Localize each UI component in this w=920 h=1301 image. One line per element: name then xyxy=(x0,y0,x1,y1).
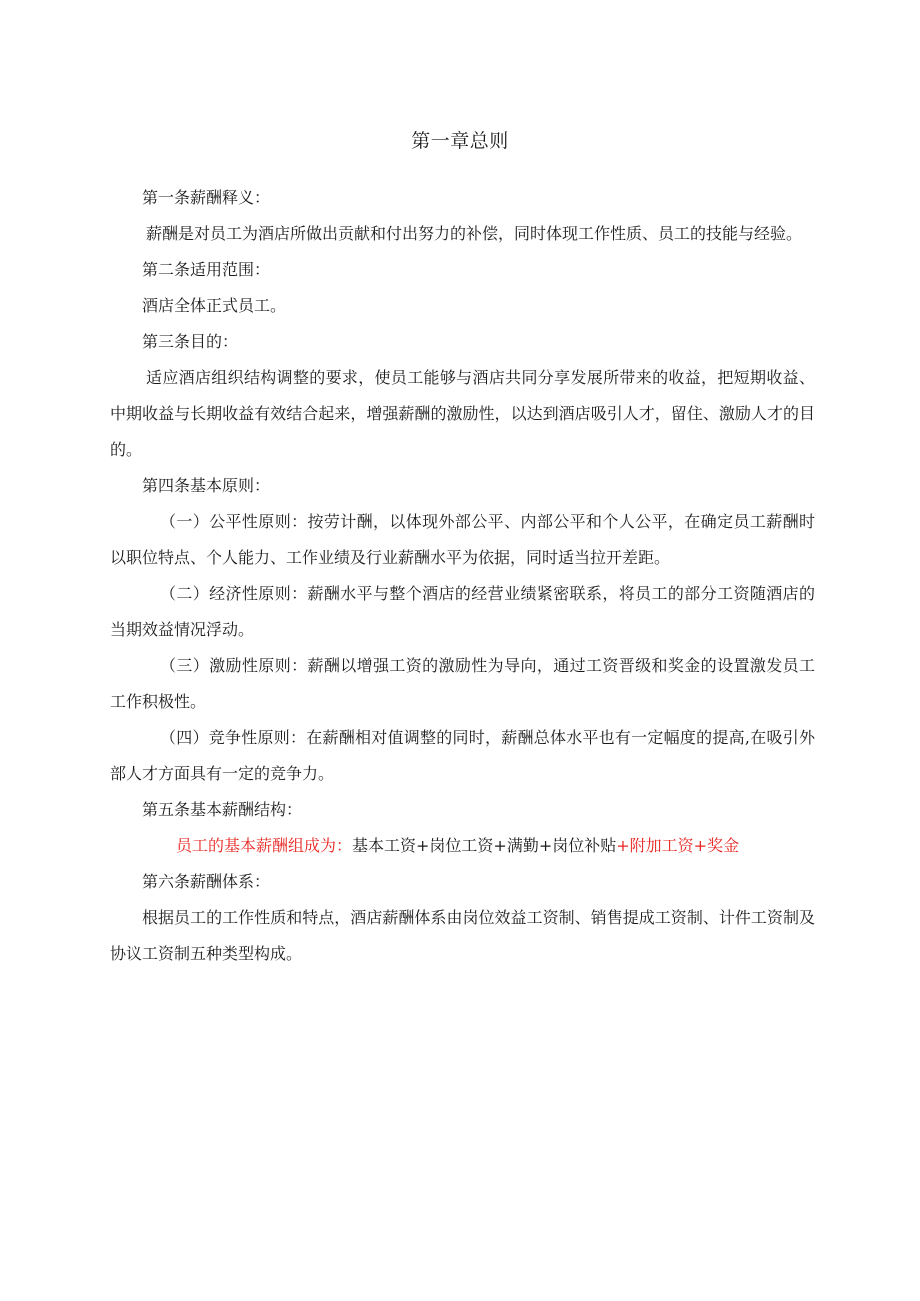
article-6-text: 根据员工的工作性质和特点，酒店薪酬体系由岗位效益工资制、销售提成工资制、计件工资制及协议工资制五种类型构成。 xyxy=(110,908,815,963)
article-2-heading: 第二条适用范围： xyxy=(142,260,271,279)
article-3-heading: 第三条目的： xyxy=(142,332,239,351)
formula-tail: +附加工资+奖金 xyxy=(616,836,740,855)
principle-incentive: （三）激励性原则：薪酬以增强工资的激励性为导向，通过工资晋级和奖金的设置激发员工工作积极性。 xyxy=(110,656,815,711)
principle-economy: （二）经济性原则：薪酬水平与整个酒店的经营业绩紧密联系，将员工的部分工资随酒店的当期效益情况浮动。 xyxy=(110,584,815,639)
principle-competitiveness: （四）竞争性原则：在薪酬相对值调整的同时，薪酬总体水平也有一定幅度的提高,在吸引外部人才方面具有一定的竞争力。 xyxy=(110,728,815,783)
article-3-text: 适应酒店组织结构调整的要求，使员工能够与酒店共同分享发展所带来的收益，把短期收益、中期收益与长期收益有效结合起来，增强薪酬的激励性，以达到酒店吸引人才，留住、激励人才的目的。 xyxy=(110,368,815,459)
article-6-heading: 第六条薪酬体系： xyxy=(142,872,271,891)
salary-structure-formula xyxy=(110,828,815,864)
chapter-title: 第一章总则 xyxy=(411,130,509,152)
formula-mid: 基本工资+岗位工资+满勤+岗位补贴 xyxy=(352,836,617,855)
article-1-heading: 第一条薪酬释义： xyxy=(142,188,271,207)
article-5-heading: 第五条基本薪酬结构： xyxy=(142,800,303,819)
principle-fairness: （一）公平性原则：按劳计酬，以体现外部公平、内部公平和个人公平，在确定员工薪酬时以职位特点、个人能力、工作业绩及行业薪酬水平为依据，同时适当拉开差距。 xyxy=(110,512,815,567)
article-1-text: 薪酬是对员工为酒店所做出贡献和付出努力的补偿，同时体现工作性质、员工的技能与经验。 xyxy=(146,224,803,243)
formula-lead: 员工的基本薪酬组成为： xyxy=(176,836,353,855)
article-4-heading: 第四条基本原则： xyxy=(142,476,271,495)
article-2-text: 酒店全体正式员工。 xyxy=(142,296,287,315)
document-body xyxy=(110,180,815,972)
